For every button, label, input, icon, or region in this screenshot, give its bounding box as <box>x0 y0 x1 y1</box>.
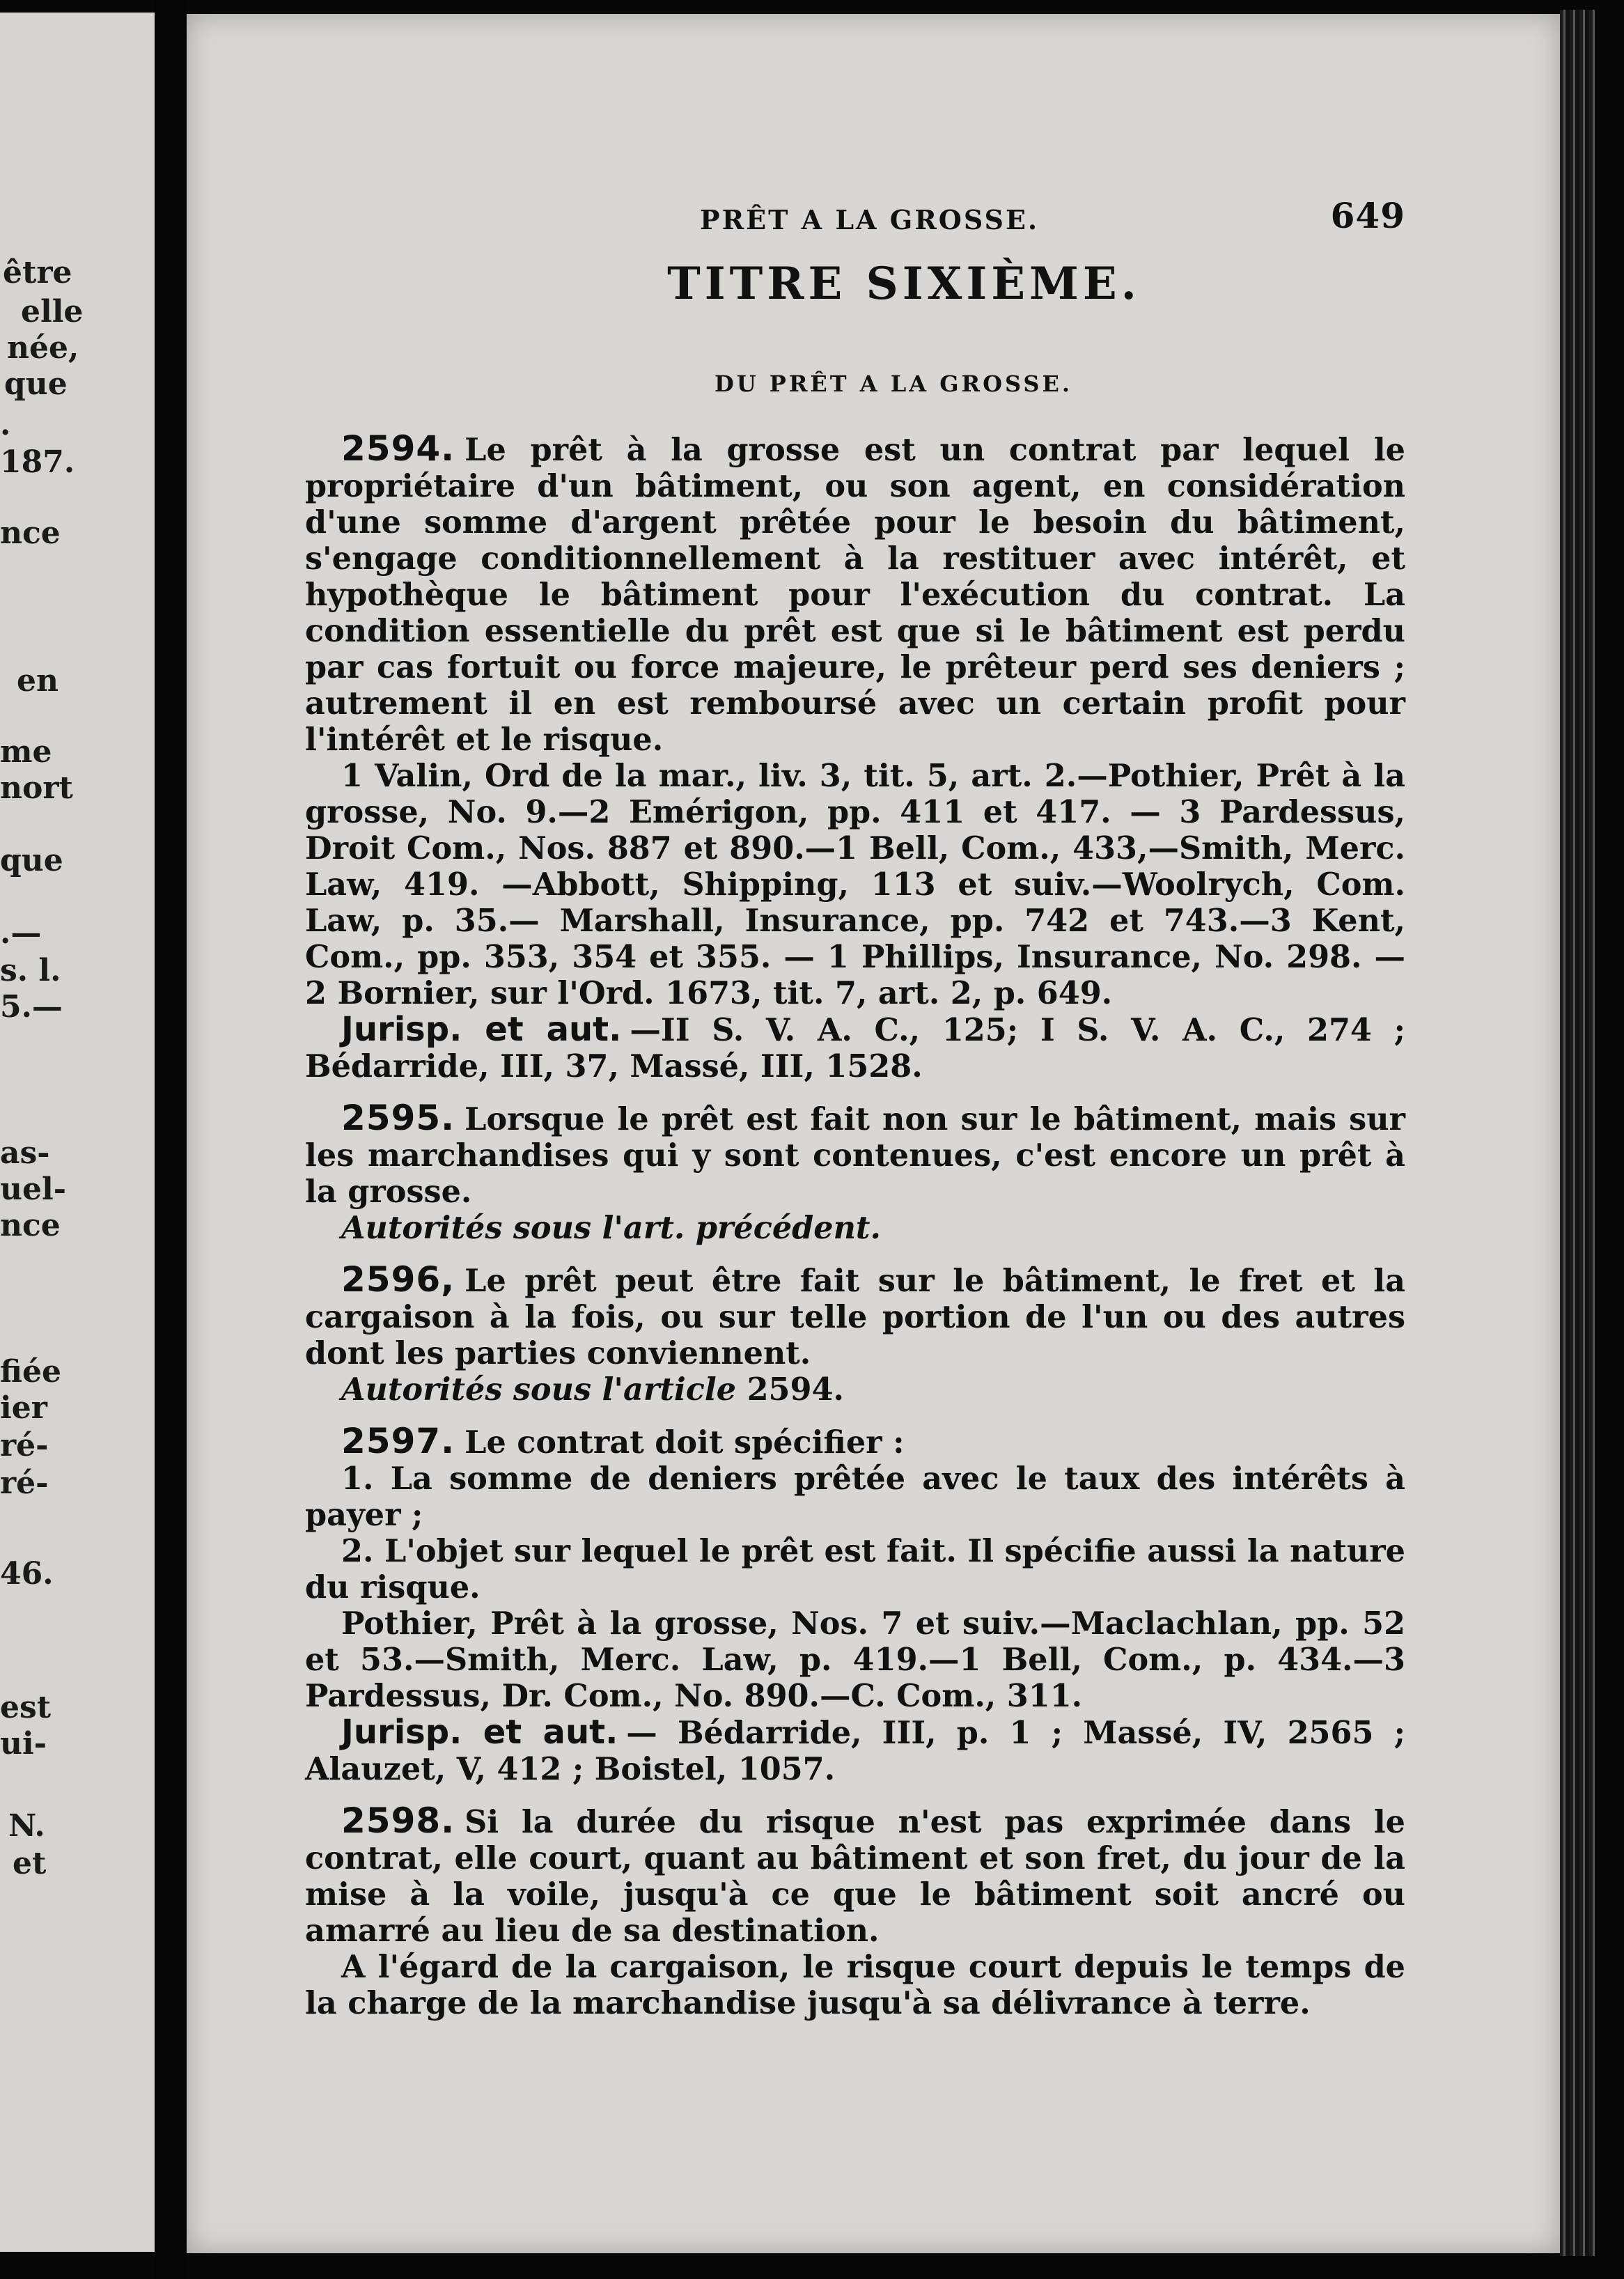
left-fragment: as- <box>0 1135 50 1171</box>
article-paragraph <box>305 1800 1405 1949</box>
article-number: 2596, <box>341 1259 455 1300</box>
article-paragraph <box>305 430 1405 758</box>
jurisprudence-text: —II S. V. A. C., 125; I S. V. A. C., 274 ; Bédarride, III, 37, Massé, III, 1528. <box>305 1012 1405 1084</box>
page-edge <box>1560 10 1595 2256</box>
article-2597 <box>305 1423 1405 1787</box>
jurisprudence-label: Jurisp. et aut. <box>341 1010 622 1049</box>
left-fragment: être <box>3 255 72 290</box>
left-fragment: ier <box>0 1390 47 1426</box>
section-subtitle: DU PRÊT A LA GROSSE. <box>714 371 1073 397</box>
page-number: 649 <box>1330 195 1405 236</box>
left-fragment: que <box>0 843 63 878</box>
references-italic: Autorités sous l'article <box>341 1371 737 1408</box>
running-head: PRÊT A LA GROSSE. <box>700 204 1040 235</box>
jurisprudence-line <box>305 1714 1405 1787</box>
references-plain: 2594. <box>747 1371 844 1408</box>
left-fragment: que <box>4 366 68 402</box>
left-fragment: fiée <box>0 1354 61 1390</box>
left-fragment: ré- <box>0 1465 49 1501</box>
left-fragment: ui- <box>0 1726 47 1761</box>
list-item: 2. L'objet sur lequel le prêt est fait. Il spécifie aussi la nature du risque. <box>305 1533 1405 1605</box>
article-text: Si la durée du risque n'est pas exprimée dans le contrat, elle court, quant au bâtiment et son fret, du jour de la mise à la voile, jusqu'à ce que le bâtiment soit ancré ou amarré au lieu de sa destination. <box>305 1804 1405 1949</box>
article-text: Le prêt peut être fait sur le bâtiment, le fret et la cargaison à la fois, ou sur telle portion de l'un ou des autres dont les parties conviennent. <box>305 1263 1405 1371</box>
article-text: Lorsque le prêt est fait non sur le bâtiment, mais sur les marchandises qui y sont contenues, c'est encore un prêt à la grosse. <box>305 1101 1405 1210</box>
article-references: Pothier, Prêt à la grosse, Nos. 7 et suiv.—Maclachlan, pp. 52 et 53.—Smith, Merc. Law, p. 419.—1 Bell, Com., p. 434.—3 Pardessus, Dr. Com., No. 890.—C. Com., 311. <box>305 1605 1405 1714</box>
left-fragment: elle <box>21 294 84 329</box>
left-fragment: s. l. <box>0 953 61 988</box>
left-fragment: nce <box>0 1208 61 1243</box>
section-title: TITRE SIXIÈME. <box>667 258 1141 310</box>
article-references: Autorités sous l'art. précédent. <box>341 1210 881 1246</box>
left-fragment: en <box>17 663 58 699</box>
article-2596 <box>305 1261 1405 1408</box>
article-2598 <box>305 1800 1405 2021</box>
left-fragment: me <box>0 734 52 770</box>
article-2594 <box>305 430 1405 1084</box>
article-number: 2595. <box>341 1098 455 1138</box>
left-fragment: nce <box>0 515 61 551</box>
page-body <box>305 430 1405 2037</box>
left-fragment: .— <box>0 915 42 951</box>
article-references <box>305 1371 1405 1408</box>
left-fragment: 187. <box>0 444 75 480</box>
article-paragraph <box>305 1261 1405 1371</box>
left-fragment: uel- <box>0 1172 66 1207</box>
article-paragraph <box>305 1100 1405 1210</box>
article-number: 2597. <box>341 1421 455 1461</box>
jurisprudence-line <box>305 1011 1405 1084</box>
article-paragraph-continued: A l'égard de la cargaison, le risque court depuis le temps de la charge de la marchandise jusqu'à sa délivrance à terre. <box>305 1949 1405 2021</box>
left-fragment: est <box>0 1690 52 1725</box>
article-number: 2598. <box>341 1800 455 1841</box>
page-header <box>305 195 1405 244</box>
left-fragment: 46. <box>0 1556 54 1592</box>
left-fragment: née, <box>7 330 79 366</box>
left-fragment: ré- <box>0 1428 49 1463</box>
left-fragment: . <box>0 407 11 442</box>
list-item: 1. La somme de deniers prêtée avec le taux des intérêts à payer ; <box>305 1461 1405 1533</box>
left-fragment: N. <box>8 1808 45 1844</box>
jurisprudence-label: Jurisp. et aut. <box>341 1713 618 1752</box>
book-gutter <box>155 0 187 2279</box>
main-page <box>187 14 1560 2253</box>
article-text: Le prêt à la grosse est un contrat par lequel le propriétaire d'un bâtiment, ou son agent, en considération d'une somme d'argent prêtée pour le besoin du bâtiment, s'engage conditionnellement à la restituer avec intérêt, et hypothèque le bâtiment pour l'exécution du contrat. La condition essentielle du prêt est que si le bâtiment est perdu par cas fortuit ou force majeure, le prêteur perd ses deniers ; autrement il en est remboursé avec un certain profit pour l'intérêt et le risque. <box>305 432 1405 758</box>
article-paragraph <box>305 1423 1405 1461</box>
jurisprudence-text: — Bédarride, III, p. 1 ; Massé, IV, 2565 ; Alauzet, V, 412 ; Boistel, 1057. <box>305 1715 1405 1787</box>
left-fragment: 5.— <box>0 989 63 1025</box>
article-references: 1 Valin, Ord de la mar., liv. 3, tit. 5, art. 2.—Pothier, Prêt à la grosse, No. 9.—2 Emérigon, pp. 411 et 417. — 3 Pardessus, Droit Com., Nos. 887 et 890.—1 Bell, Com., 433,—Smith, Merc. Law, 419. —Abbott, Shipping, 113 et suiv.—Woolrych, Com. Law, p. 35.— Marshall, Insurance, pp. 742 et 743.—3 Kent, Com., pp. 353, 354 et 355. — 1 Phillips, Insurance, No. 298. — 2 Bornier, sur l'Ord. 1673, tit. 7, art. 2, p. 649. <box>305 758 1405 1011</box>
left-page-strip <box>0 13 155 2252</box>
article-text: Le contrat doit spécifier : <box>464 1424 905 1461</box>
left-fragment: nort <box>0 770 73 806</box>
left-fragment: et <box>13 1846 47 1881</box>
article-2595 <box>305 1100 1405 1246</box>
article-number: 2594. <box>341 428 455 469</box>
